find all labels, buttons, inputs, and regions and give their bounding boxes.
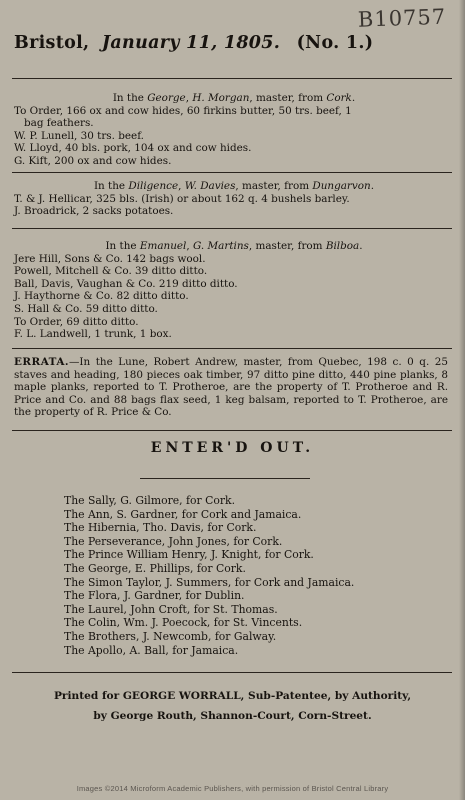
- list-item: The Laurel, John Croft, for St. Thomas.: [64, 602, 278, 616]
- cargo-line: G. Kift, 200 ox and cow hides.: [14, 154, 172, 167]
- origin-port: Bilboa: [325, 240, 360, 252]
- cargo-line: J. Haythorne & Co. 82 ditto ditto.: [14, 290, 189, 303]
- cargo-line: Ball, Davis, Vaughan & Co. 219 ditto ditto.: [14, 277, 238, 290]
- cargo-line: J. Broadrick, 2 sacks potatoes.: [14, 205, 174, 218]
- list-item: The Simon Taylor, J. Summers, for Cork and Jamaica.: [64, 575, 355, 589]
- ship-name: Diligence: [128, 180, 179, 192]
- list-item: The George, E. Phillips, for Cork.: [64, 561, 246, 575]
- archive-mark: B10757: [357, 4, 447, 32]
- cargo-line: W. Lloyd, 40 bls. pork, 104 ox and cow hides.: [14, 142, 252, 155]
- errata-paragraph: [14, 356, 448, 419]
- imprint-rule: [12, 672, 452, 673]
- list-item: The Prince William Henry, J. Knight, for Cork.: [64, 548, 314, 562]
- masthead: [14, 33, 454, 53]
- ship-name: George: [147, 92, 186, 104]
- cargo-line: W. P. Lunell, 30 trs. beef.: [14, 129, 144, 142]
- cargo-line: To Order, 69 ditto ditto.: [14, 315, 139, 328]
- origin-port: Cork: [326, 92, 352, 104]
- section-rule: [12, 172, 452, 173]
- entry-header: In the George, H. Morgan, master, from Cork.: [112, 92, 356, 104]
- cargo-line: Powell, Mitchell & Co. 39 ditto ditto.: [14, 265, 208, 278]
- entry-block: [14, 240, 454, 341]
- page-edge-shadow: [459, 0, 465, 800]
- imprint-line: Printed for GEORGE WORRALL, Sub-Patentee, by Authority,: [53, 690, 412, 702]
- cargo-line: Jere Hill, Sons & Co. 142 bags wool.: [14, 252, 206, 265]
- errata-text: —In the Lune, Robert Andrew, master, from Quebec, 198 c. 0 q. 25 staves and heading, 180 pieces oak timber, 97 ditto pine ditto, 440 pine planks, 8 maple planks, reported to T. Protheroe, are the property of T. Protheroe and R. Price and Co. and 88 bags flax seed, 1 keg balsam, reported to T. Protheroe, are the property of R. Price & Co.: [14, 356, 448, 419]
- list-item: The Flora, J. Gardner, for Dublin.: [64, 589, 245, 603]
- imprint: [0, 686, 465, 726]
- master-name: W. Davies: [184, 180, 236, 192]
- entry-block: [14, 180, 454, 218]
- errata-label: ERRATA.: [14, 356, 70, 368]
- entry-header: In the Diligence, W. Davies, master, from Dungarvon.: [93, 180, 375, 192]
- cargo-line: S. Hall & Co. 59 ditto ditto.: [14, 302, 158, 315]
- cargo-line: bag feathers.: [24, 117, 94, 130]
- entry-header: In the Emanuel, G. Martins, master, from Bilboa.: [105, 240, 363, 252]
- section-rule: [12, 348, 452, 349]
- list-item: The Perseverance, John Jones, for Cork.: [64, 534, 283, 548]
- origin-port: Dungarvon: [312, 180, 371, 192]
- ship-name: Emanuel: [139, 240, 187, 252]
- masthead-number: (No. 1.): [296, 33, 374, 53]
- masthead-date: January 11, 1805.: [101, 33, 281, 53]
- cargo-line: To Order, 166 ox and cow hides, 60 firkins butter, 50 trs. beef, 1: [14, 104, 352, 117]
- masthead-rule: [12, 78, 452, 79]
- section-rule: [12, 430, 452, 431]
- masthead-place: Bristol,: [14, 33, 90, 53]
- copyright-watermark: Images ©2014 Microform Academic Publishers, with permission of Bristol Central Library: [76, 784, 389, 793]
- title-underline: [140, 478, 310, 479]
- imprint-line: by George Routh, Shannon-Court, Corn-Street.: [93, 710, 372, 722]
- list-item: The Sally, G. Gilmore, for Cork.: [64, 494, 236, 507]
- list-item: The Colin, Wm. J. Poecock, for St. Vincents.: [64, 616, 303, 630]
- list-item: The Hibernia, Tho. Davis, for Cork.: [64, 521, 257, 535]
- master-name: G. Martins: [192, 240, 249, 252]
- entered-out-list: [64, 494, 464, 657]
- list-item: The Brothers, J. Newcomb, for Galway.: [64, 629, 277, 643]
- list-item: The Apollo, A. Ball, for Jamaica.: [64, 643, 239, 657]
- section-rule: [12, 228, 452, 229]
- entered-out-title: ENTER'D OUT.: [150, 440, 315, 456]
- master-name: H. Morgan: [192, 92, 250, 104]
- list-item: The Ann, S. Gardner, for Cork and Jamaica.: [64, 507, 302, 521]
- cargo-line: F. L. Landwell, 1 trunk, 1 box.: [14, 328, 172, 341]
- cargo-line: T. & J. Hellicar, 325 bls. (Irish) or about 162 q. 4 bushels barley.: [14, 192, 350, 205]
- entry-block: [14, 92, 454, 168]
